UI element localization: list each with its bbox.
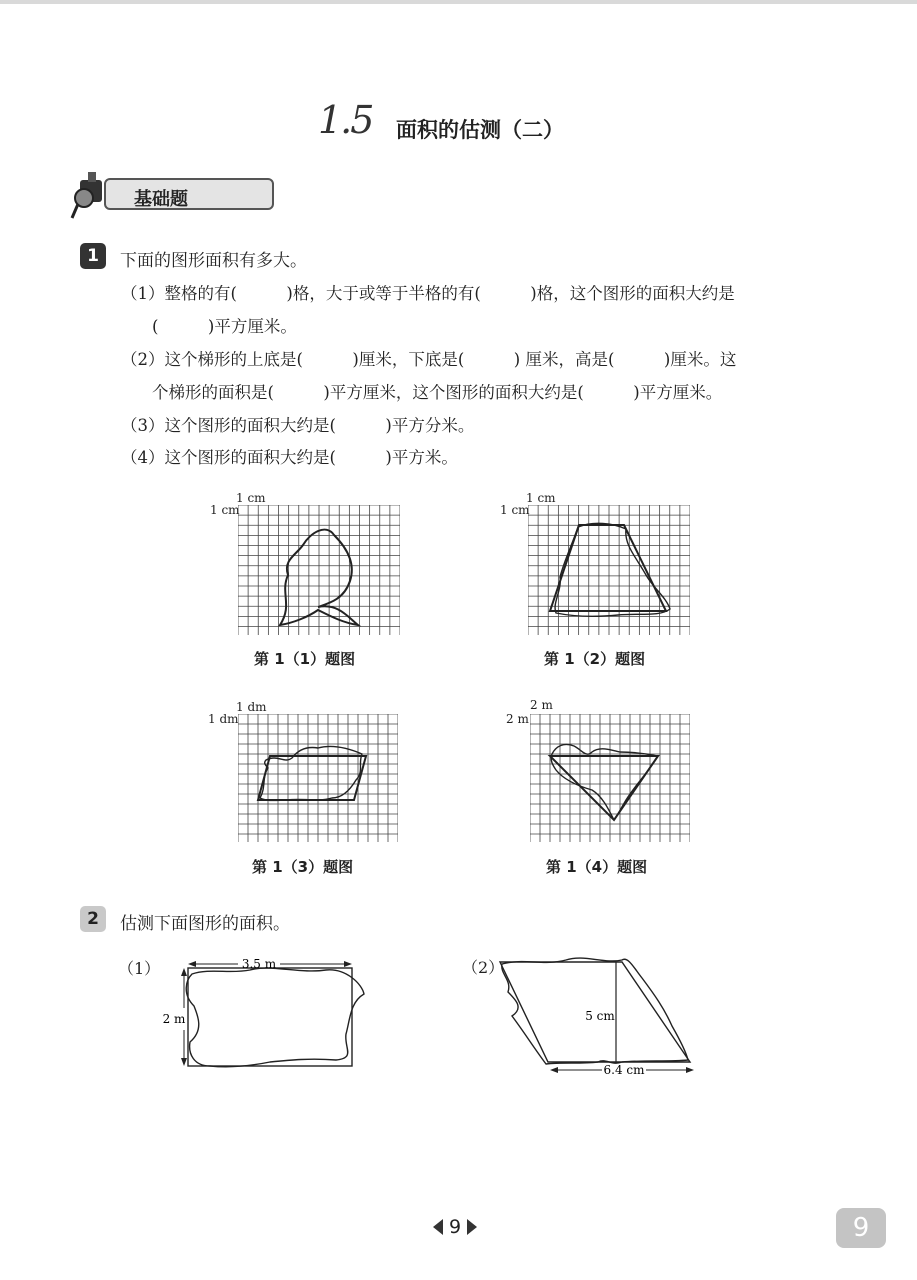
corner-page-badge: 9 [836, 1208, 886, 1248]
question-prompt: 估测下面图形的面积。 [120, 914, 290, 934]
parallelogram-figure [494, 948, 704, 1084]
unit-label-left: 1 dm [208, 712, 239, 726]
unit-label-top: 2 m [530, 698, 553, 712]
page-number [420, 1212, 490, 1242]
figure-caption: 第 1（3）题图 [252, 858, 354, 876]
lesson-title: 面积的估测（二） [396, 118, 564, 142]
question-number: 1 [80, 243, 106, 269]
subquestion-label: （1） [118, 959, 161, 978]
question-line: 个梯形的面积是( )平方厘米，这个图形的面积大约是( )平方厘米。 [152, 383, 723, 402]
grid-figure-1 [238, 505, 400, 635]
magnifier-icon [70, 168, 130, 222]
question-line: （1）整格的有( )格，大于或等于半格的有( )格，这个图形的面积大约是 [121, 284, 735, 303]
height-label: 2 m [162, 1012, 186, 1026]
subquestion-label: （2） [462, 958, 505, 977]
unit-label-left: 2 m [506, 712, 529, 726]
section-tag [70, 168, 250, 222]
figure-caption: 第 1（2）题图 [544, 650, 646, 668]
question-line: ( )平方厘米。 [152, 317, 297, 336]
grid-figure-4 [530, 714, 690, 842]
prev-arrow-icon [433, 1219, 443, 1235]
trapezoid [550, 525, 666, 611]
top-border [0, 0, 917, 4]
rectangle-figure [150, 950, 380, 1080]
grid-figure-2 [528, 505, 690, 635]
unit-label-top: 1 dm [236, 700, 267, 714]
question-line: （2）这个梯形的上底是( )厘米，下底是( ) 厘米，高是( )厘米。这 [121, 350, 737, 369]
height-label: 5 cm [585, 1009, 615, 1023]
unit-label-top: 1 cm [236, 491, 266, 505]
question-line: （3）这个图形的面积大约是( )平方分米。 [121, 416, 475, 435]
question-line: （4）这个图形的面积大约是( )平方米。 [121, 448, 458, 467]
irregular-shape [260, 746, 362, 800]
question-number: 2 [80, 906, 106, 932]
width-label: 3.5 m [241, 957, 277, 971]
unit-label-left: 1 cm [210, 503, 240, 517]
unit-label-left: 1 cm [500, 503, 530, 517]
triangle [550, 756, 658, 820]
page-number-value: 9 [448, 1216, 462, 1238]
parallelogram [258, 756, 366, 800]
next-arrow-icon [467, 1219, 477, 1235]
rectangle [188, 968, 352, 1066]
base-label: 6.4 cm [603, 1063, 645, 1077]
grid-figure-3 [238, 714, 398, 842]
figure-caption: 第 1（1）题图 [254, 650, 356, 668]
unit-label-top: 1 cm [526, 491, 556, 505]
lesson-number: 1.5 [318, 98, 373, 142]
irregular-shape [555, 523, 670, 616]
figure-caption: 第 1（4）题图 [546, 858, 648, 876]
irregular-shape [186, 968, 364, 1067]
section-label: 基础题 [134, 189, 188, 210]
question-prompt: 下面的图形面积有多大。 [120, 251, 307, 271]
